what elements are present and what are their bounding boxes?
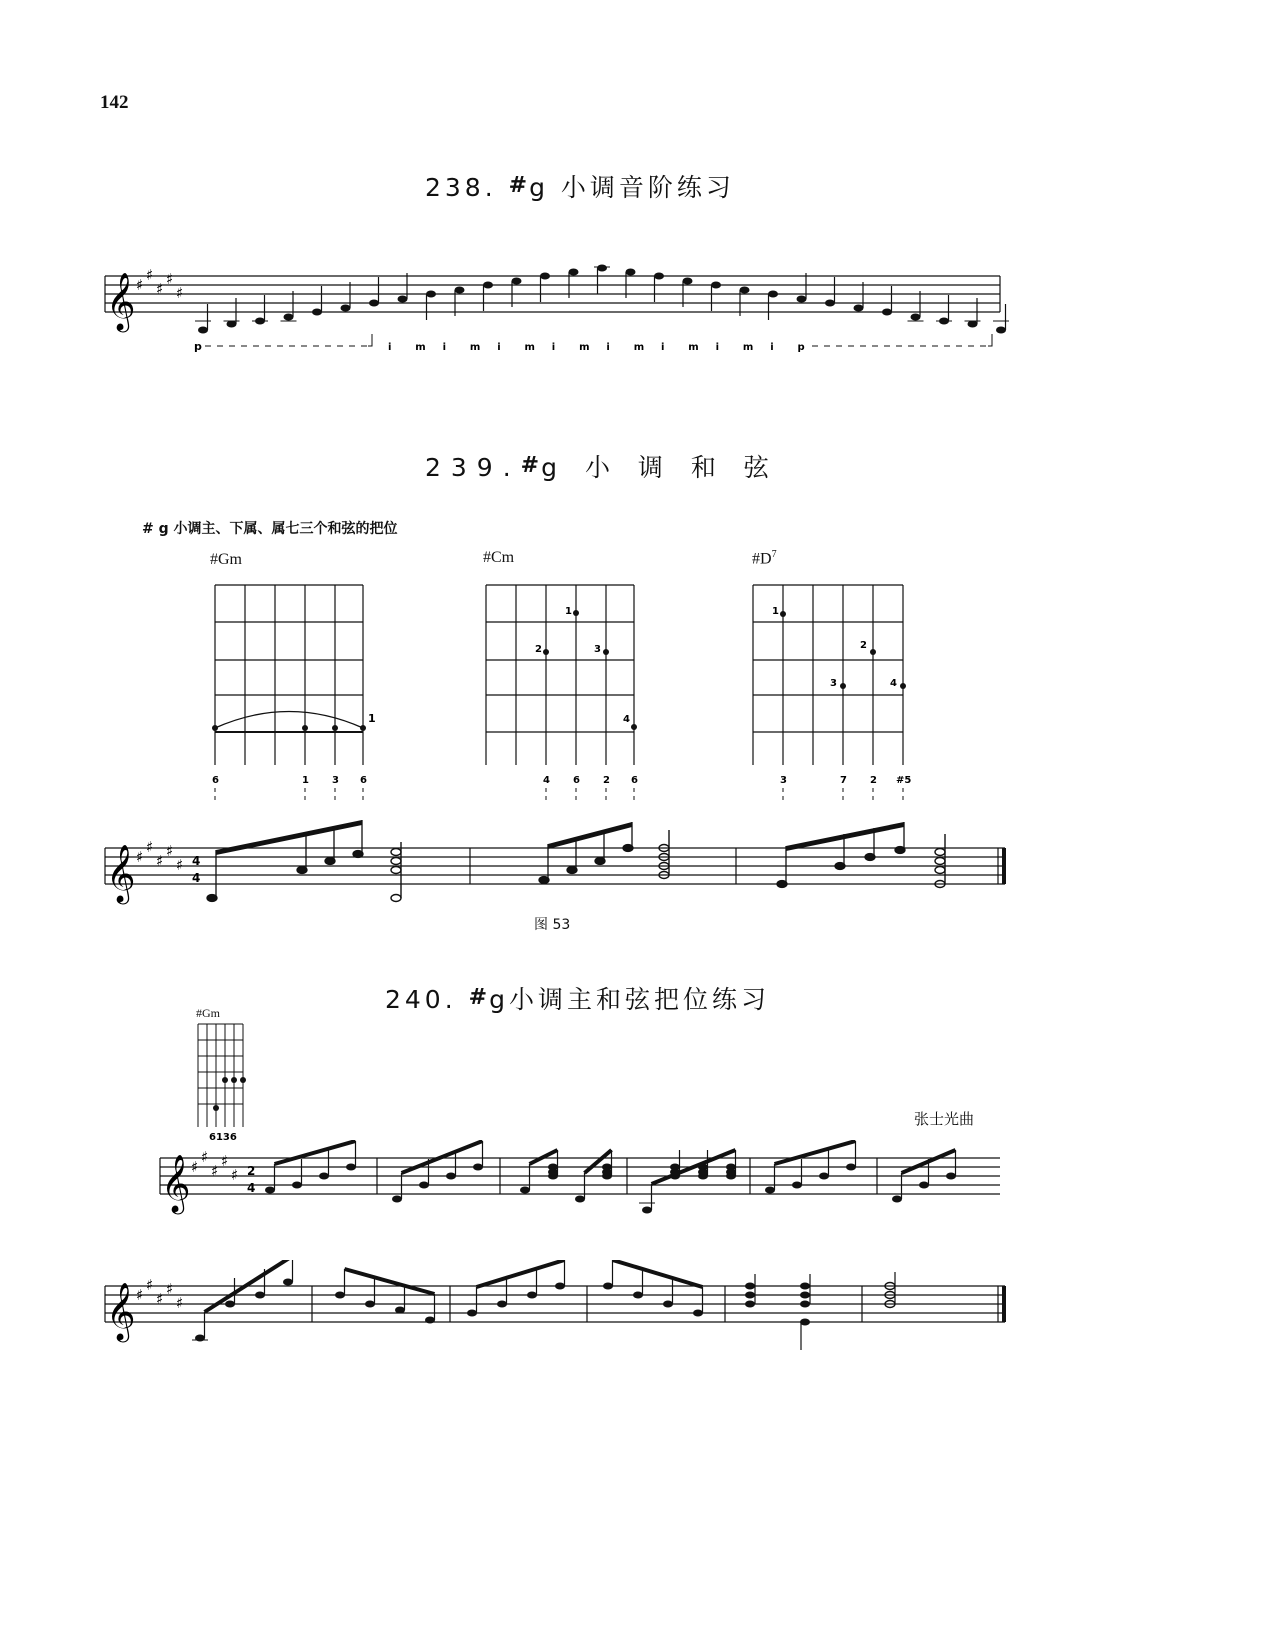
svg-text:4: 4 (247, 1181, 256, 1195)
chord-tone (698, 1169, 708, 1176)
fingering-p: p (194, 340, 202, 353)
chord-diagram-d7 (733, 580, 933, 800)
note-head (467, 1310, 477, 1317)
key-signature (136, 838, 183, 874)
note-head (654, 273, 664, 280)
note-head (346, 1164, 356, 1171)
beam (345, 1269, 435, 1294)
svg-text:2: 2 (247, 1164, 256, 1178)
section-240-title: 240. #g小调主和弦把位练习 (385, 985, 770, 1014)
chord-tone (800, 1301, 810, 1308)
scale-staff (100, 262, 1010, 362)
svg-text:♯: ♯ (136, 848, 144, 866)
time-signature (192, 854, 200, 885)
key-signature (136, 1276, 183, 1312)
fingering-letter: i (442, 342, 447, 353)
note-head (711, 282, 721, 289)
chord-diagram-cm (466, 580, 666, 800)
svg-text:♯: ♯ (136, 1286, 144, 1304)
chord-caption: # g 小调主、下属、属七三个和弦的把位 (142, 521, 398, 537)
svg-text:3: 3 (332, 775, 339, 786)
beam (402, 1141, 483, 1173)
exercise-staff-1 (155, 1140, 1005, 1220)
fingering-row (388, 342, 805, 353)
svg-text:#5: #5 (896, 775, 912, 786)
svg-text:3: 3 (780, 775, 787, 786)
fingering-letter: i (715, 342, 720, 353)
exercise-1-notes (265, 1141, 956, 1214)
note-head (473, 1164, 483, 1171)
note-head (455, 287, 465, 294)
note-head (569, 269, 579, 276)
fingering-letter: m (415, 342, 426, 353)
svg-text:6: 6 (212, 775, 219, 786)
note-head (633, 1292, 643, 1299)
chord-name-cm: #Cm (483, 549, 515, 566)
exercise-chord-diagram (193, 1022, 253, 1142)
svg-text:4: 4 (192, 871, 201, 885)
note-head (540, 273, 550, 280)
note-head (520, 1187, 530, 1194)
fingering-letter: i (497, 342, 501, 353)
exercise-2-notes (192, 1260, 895, 1350)
svg-text:♯: ♯ (231, 1166, 239, 1184)
beam (775, 1141, 856, 1164)
svg-text:♯: ♯ (156, 1290, 164, 1308)
note-head (825, 300, 835, 307)
note-head (597, 265, 607, 272)
fingering-letter: i (551, 342, 556, 353)
beam (530, 1150, 558, 1164)
note-head (882, 309, 892, 316)
chord-tone (548, 1169, 558, 1176)
svg-text:♯: ♯ (166, 270, 174, 288)
composer: 张士光曲 (914, 1110, 975, 1128)
svg-text:♯: ♯ (156, 852, 164, 870)
beam (275, 1141, 356, 1164)
svg-text:2: 2 (870, 775, 877, 786)
key-signature (136, 266, 183, 302)
note-head (392, 1196, 402, 1203)
beam (613, 1260, 703, 1287)
svg-text:1: 1 (772, 606, 779, 617)
note-head (292, 1182, 302, 1189)
note-head (911, 314, 921, 321)
note-head (283, 1279, 293, 1286)
note-head (663, 1301, 673, 1308)
svg-text:3: 3 (594, 644, 601, 655)
svg-text:♯: ♯ (146, 266, 154, 284)
note-head (398, 296, 408, 303)
svg-text:♯: ♯ (176, 856, 184, 874)
svg-text:♯: ♯ (176, 1294, 184, 1312)
note-head (365, 1301, 375, 1308)
svg-text:♯: ♯ (166, 842, 174, 860)
svg-text:1: 1 (368, 712, 376, 725)
note-head (483, 282, 493, 289)
svg-text:6136: 6136 (209, 1132, 237, 1142)
fingering-letter: m (524, 342, 535, 353)
note-head (603, 1283, 613, 1290)
fingering-letter: i (388, 342, 392, 353)
svg-text:2: 2 (535, 644, 542, 655)
note-head (395, 1307, 405, 1314)
page-number: 142 (100, 92, 129, 113)
section-238-title: 238. #g 小调音阶练习 (425, 173, 735, 202)
note-head (341, 305, 351, 312)
note-head (335, 1292, 345, 1299)
note-head (683, 278, 693, 285)
note-head (527, 1292, 537, 1299)
note-head (946, 1173, 956, 1180)
note-head (319, 1173, 329, 1180)
svg-text:6: 6 (360, 775, 367, 786)
note-head (284, 314, 294, 321)
note-head (369, 300, 379, 307)
note-head (265, 1187, 275, 1194)
svg-text:♯: ♯ (221, 1152, 229, 1170)
note-head (797, 296, 807, 303)
fingering-letter: i (770, 342, 774, 353)
note-head (419, 1182, 429, 1189)
note-head (225, 1301, 235, 1308)
note-head (227, 321, 237, 328)
fingering-letter: i (606, 342, 610, 353)
chord-tone (745, 1292, 755, 1299)
svg-text:4: 4 (890, 678, 897, 689)
chord-tone (726, 1169, 736, 1176)
note-head (996, 327, 1006, 334)
note-head (740, 287, 750, 294)
note-head (255, 1292, 265, 1299)
exercise-chord-name: #Gm (196, 1006, 220, 1020)
fingering-letter: i (661, 342, 665, 353)
section-239-title: 239.#g 小 调 和 弦 (425, 453, 779, 482)
treble-clef-icon: 𝄞 (106, 1282, 136, 1340)
chord-tone (670, 1169, 680, 1176)
note-head (512, 278, 522, 285)
svg-text:♯: ♯ (156, 280, 164, 298)
note-head (575, 1196, 585, 1203)
note-head (198, 327, 208, 334)
svg-text:♯: ♯ (211, 1162, 219, 1180)
note-head (846, 1164, 856, 1171)
chord-tone (800, 1283, 810, 1290)
key-signature (191, 1148, 238, 1184)
note-head (892, 1196, 902, 1203)
chord-tone (602, 1169, 612, 1176)
time-signature (247, 1164, 255, 1195)
chord-tone (745, 1283, 755, 1290)
note-head (919, 1182, 929, 1189)
note-head (854, 305, 864, 312)
note-head (792, 1182, 802, 1189)
svg-text:3: 3 (830, 678, 837, 689)
svg-text:♯: ♯ (146, 838, 154, 856)
note-head (626, 269, 636, 276)
svg-text:6: 6 (573, 775, 580, 786)
fingering-letter: m (579, 342, 590, 353)
figure-caption: 图 53 (534, 917, 571, 933)
svg-text:♯: ♯ (176, 284, 184, 302)
fingering-letter: m (742, 342, 754, 353)
svg-text:2: 2 (860, 640, 867, 651)
fingering-letter: m (633, 342, 645, 353)
beam (477, 1260, 565, 1287)
svg-text:2: 2 (603, 775, 610, 786)
svg-text:♯: ♯ (201, 1148, 209, 1166)
note-head (642, 1207, 652, 1214)
note-head (312, 309, 322, 316)
chord-name-gm: #Gm (210, 551, 242, 568)
note-head (426, 291, 436, 298)
fingering-letter: m (688, 342, 699, 353)
svg-text:4: 4 (192, 854, 201, 868)
svg-text:7: 7 (840, 775, 847, 786)
exercise-staff-2 (100, 1260, 1010, 1360)
treble-clef-icon: 𝄞 (106, 844, 136, 902)
svg-text:4: 4 (543, 775, 550, 786)
note-head (819, 1173, 829, 1180)
note-head (693, 1310, 703, 1317)
scale-notes (195, 265, 1009, 334)
svg-text:6: 6 (631, 775, 638, 786)
fingering-letter: p (797, 342, 805, 353)
chord-tone (745, 1301, 755, 1308)
svg-text:♯: ♯ (146, 1276, 154, 1294)
svg-text:1: 1 (565, 606, 572, 617)
note-head (497, 1301, 507, 1308)
note-head (425, 1317, 435, 1324)
note-head (555, 1283, 565, 1290)
note-head (765, 1187, 775, 1194)
note-head (768, 291, 778, 298)
svg-text:♯: ♯ (191, 1158, 199, 1176)
chord-name-d7: $\#D^7$ (752, 549, 777, 568)
svg-text:♯: ♯ (166, 1280, 174, 1298)
fingering-letter: m (469, 342, 481, 353)
svg-text:♯: ♯ (136, 276, 144, 294)
treble-clef-icon: 𝄞 (106, 272, 136, 330)
chord-staff (100, 820, 1010, 910)
svg-text:1: 1 (302, 775, 309, 786)
chord-tone (800, 1292, 810, 1299)
treble-clef-icon: 𝄞 (161, 1154, 191, 1212)
chord-diagram-gm (195, 580, 395, 800)
note-head (446, 1173, 456, 1180)
svg-text:4: 4 (623, 714, 630, 725)
note-head (968, 321, 978, 328)
